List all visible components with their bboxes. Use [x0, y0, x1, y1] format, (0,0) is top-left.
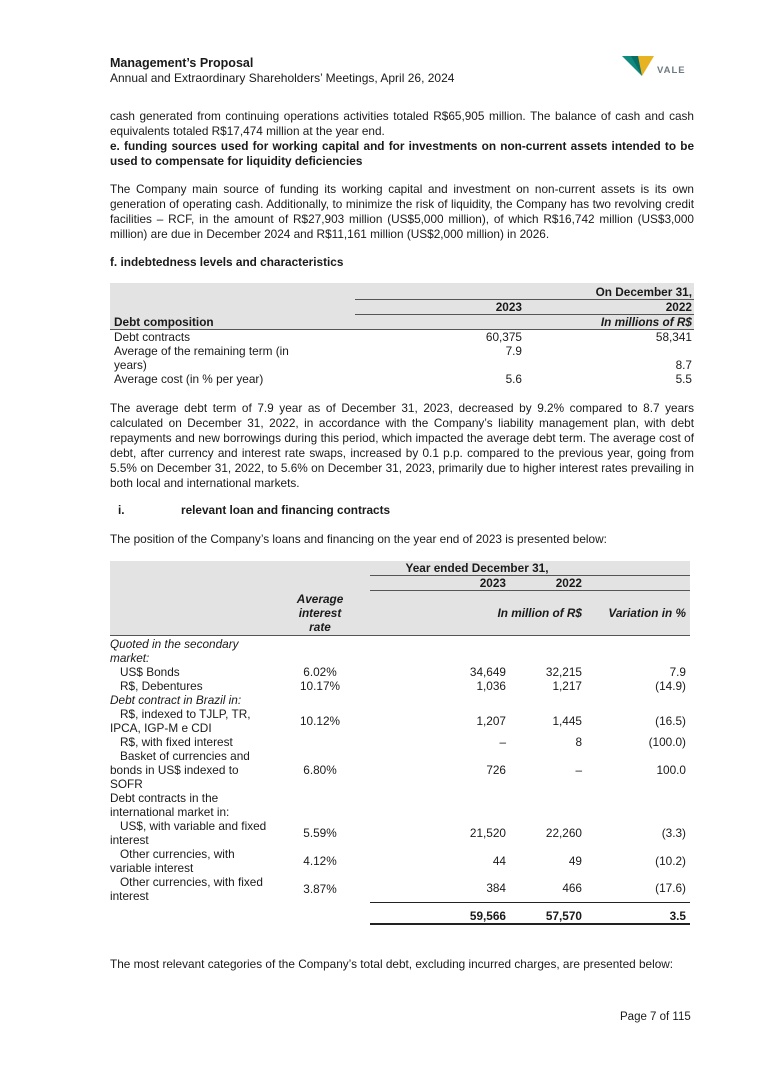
table-row: R$, with fixed interest – 8 (100.0): [120, 734, 686, 749]
table-row: Average of the remaining term (in years) 7.9 8.7: [114, 344, 692, 372]
section-international: Debt contracts in the international market in:: [110, 790, 230, 819]
table-row: US$, with variable and fixed interest 5.59% 21,520 22,260 (3.3): [110, 818, 686, 847]
loans-col-2023: 2023: [370, 576, 512, 591]
heading-i-number: i.: [118, 503, 125, 517]
heading-e: e. funding sources used for working capital and for investments on non-current assets intended to be used to compensate for liquidity deficiencies: [110, 139, 694, 168]
loans-period-header: Year ended December 31,: [370, 561, 584, 576]
debt-row-header: Debt composition: [114, 315, 214, 329]
total-values: 59,566 57,570 3.5: [110, 909, 690, 924]
table-row: R$, indexed to TJLP, TR, IPCA, IGP-M e CDI 10.12% 1,207 1,445 (16.5): [110, 706, 686, 735]
debt-period-header: On December 31,: [355, 283, 694, 299]
table-row: Other currencies, with variable interest 4.12% 44 49 (10.2): [110, 846, 686, 875]
header-title: Management’s Proposal: [110, 56, 254, 70]
header-subtitle: Annual and Extraordinary Shareholders’ Meetings, April 26, 2024: [110, 71, 455, 85]
loans-col-variation: Variation in %: [608, 605, 686, 620]
heading-i: relevant loan and financing contracts: [181, 503, 391, 517]
debt-composition-table: [110, 283, 694, 386]
debt-col-2023: 2023: [355, 299, 522, 314]
paragraph-loans-intro: The position of the Company’s loans and financing on the year end of 2023 is presented below:: [110, 532, 607, 546]
table-row: R$, Debentures 10.17% 1,036 1,217 (14.9): [120, 678, 686, 693]
logo-text: VALE: [657, 65, 686, 76]
debt-unit: In millions of R$: [600, 315, 692, 329]
table-row: Other currencies, with fixed interest 3.87% 384 466 (17.6): [110, 874, 686, 903]
table-row: Basket of currencies and bonds in US$ indexed to SOFR 6.80% 726 – 100.0: [110, 748, 686, 791]
loans-col-2022: 2022: [512, 576, 584, 591]
loans-col-rate: Average interest rate: [296, 591, 344, 634]
table-row: Average cost (in % per year) 5.6 5.5: [114, 372, 692, 386]
debt-col-2022: 2022: [522, 299, 694, 314]
section-brazil: Debt contract in Brazil in:: [110, 692, 242, 707]
paragraph-debt-term: The average debt term of 7.9 year as of December 31, 2023, decreased by 9.2% compared to 8.7 years calculated on December 31, 2022, in accordance with the Company’s liability management plan, with debt repayments and new borrowings during this period, which impacted the average debt term. The average cost of debt, after currency and interest rate swaps, increased by 0.1 p.p. compared to the previous year, going from 5.5% on December 31, 2022, to 5.6% on December 31, 2023, primarily due to higher interest rates prevailing in both local and international markets.: [110, 401, 694, 490]
table-row: US$ Bonds 6.02% 34,649 32,215 7.9: [120, 664, 686, 679]
table-row: Debt contracts 60,375 58,341: [110, 330, 694, 345]
paragraph-cash: cash generated from continuing operations activities totaled R$65,905 million. The balance of cash and cash equivalents totaled R$17,474 million at the year end.: [110, 109, 694, 138]
page-number: Page 7 of 115: [620, 1011, 691, 1023]
paragraph-categories: The most relevant categories of the Company’s total debt, excluding incurred charges, are presented below:: [110, 957, 674, 971]
paragraph-funding: The Company main source of funding its working capital and investment on non-current assets is its own generation of operating cash. Additionally, to minimize the risk of liquidity, the Company has two revolving credit facilities – RCF, in the amount of R$27,903 million (US$5,000 million), of which R$16,742 million (US$3,000 million) are due in December 2024 and R$11,161 million (US$2,000 million) in 2026.: [110, 182, 694, 241]
heading-f: f. indebtedness levels and characteristics: [110, 255, 344, 269]
loans-unit: In million of R$: [370, 591, 584, 636]
section-quoted: Quoted in the secondary market:: [110, 636, 239, 665]
loans-financing-table: [110, 561, 690, 925]
